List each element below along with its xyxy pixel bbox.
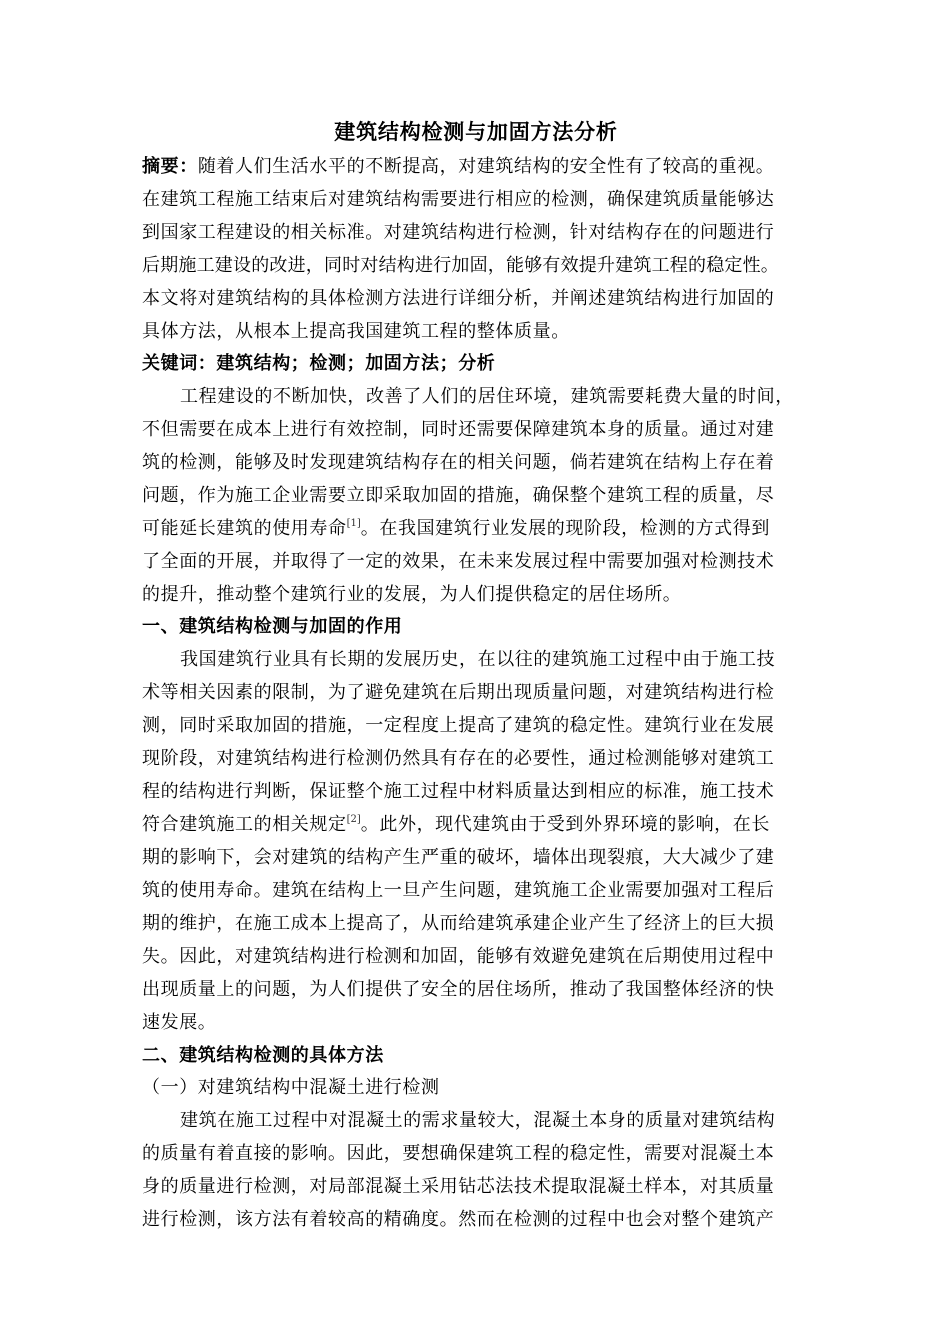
abstract-line: 具体方法，从根本上提高我国建筑工程的整体质量。 xyxy=(142,321,570,342)
section1-line xyxy=(142,813,770,837)
section1-line: 期的维护，在施工成本上提高了，从而给建筑承建企业产生了经济上的巨大损 xyxy=(142,913,775,934)
abstract-line: 在建筑工程施工结束后对建筑结构需要进行相应的检测，确保建筑质量能够达 xyxy=(142,189,775,210)
abstract-line xyxy=(142,155,774,179)
citation-2: [2] xyxy=(346,814,361,825)
intro-line xyxy=(142,517,770,541)
section1-text: 符合建筑施工的相关规定 xyxy=(142,814,347,835)
subsection1-line: 进行检测，该方法有着较高的精确度。然而在检测的过程中也会对整个建筑产 xyxy=(142,1209,775,1230)
intro-line: 的提升，推动整个建筑行业的发展，为人们提供稳定的居住场所。 xyxy=(142,584,682,605)
intro-line: 问题，作为施工企业需要立即采取加固的措施，确保整个建筑工程的质量，尽 xyxy=(142,485,775,506)
intro-text: 。在我国建筑行业发展的现阶段，检测的方式得到 xyxy=(360,518,770,539)
section1-line: 出现质量上的问题，为人们提供了安全的居住场所，推动了我国整体经济的快 xyxy=(142,979,775,1000)
intro-line: 筑的检测，能够及时发现建筑结构存在的相关问题，倘若建筑在结构上存在着 xyxy=(142,452,775,473)
section1-line: 失。因此，对建筑结构进行检测和加固，能够有效避免建筑在后期使用过程中 xyxy=(142,946,775,967)
keywords-line: 关键词：建筑结构；检测；加固方法；分析 xyxy=(142,353,496,374)
subsection-heading-1: （一）对建筑结构中混凝土进行检测 xyxy=(142,1077,440,1098)
section1-line: 程的结构进行判断，保证整个施工过程中材料质量达到相应的标准，施工技术 xyxy=(142,781,775,802)
subsection1-line: 的质量有着直接的影响。因此，要想确保建筑工程的稳定性，需要对混凝土本 xyxy=(142,1143,775,1164)
citation-1: [1] xyxy=(346,518,361,529)
section1-line: 筑的使用寿命。建筑在结构上一旦产生问题，建筑施工企业需要加强对工程后 xyxy=(142,880,775,901)
section1-line: 速发展。 xyxy=(142,1012,217,1033)
abstract-line: 后期施工建设的改进，同时对结构进行加固，能够有效提升建筑工程的稳定性。 xyxy=(142,255,779,276)
section1-line: 期的影响下，会对建筑的结构产生严重的破坏，墙体出现裂痕，大大减少了建 xyxy=(142,847,775,868)
section1-line: 现阶段，对建筑结构进行检测仍然具有存在的必要性，通过检测能够对建筑工 xyxy=(142,748,775,769)
section1-line: 测，同时采取加固的措施，一定程度上提高了建筑的稳定性。建筑行业在发展 xyxy=(142,715,775,736)
abstract-line: 本文将对建筑结构的具体检测方法进行详细分析，并阐述建筑结构进行加固的 xyxy=(142,288,775,309)
subsection1-line: 建筑在施工过程中对混凝土的需求量较大，混凝土本身的质量对建筑结构 xyxy=(180,1110,776,1131)
section-heading-1: 一、建筑结构检测与加固的作用 xyxy=(142,616,403,637)
section1-text: 。此外，现代建筑由于受到外界环境的影响，在长 xyxy=(360,814,770,835)
intro-text: 可能延长建筑的使用寿命 xyxy=(142,518,347,539)
section1-line: 术等相关因素的限制，为了避免建筑在后期出现质量问题，对建筑结构进行检 xyxy=(142,682,775,703)
intro-line: 了全面的开展，并取得了一定的效果，在未来发展过程中需要加强对检测技术 xyxy=(142,551,775,572)
abstract-label: 摘要： xyxy=(142,156,198,177)
intro-line: 工程建设的不断加快，改善了人们的居住环境，建筑需要耗费大量的时间， xyxy=(180,386,794,407)
paper-title: 建筑结构检测与加固方法分析 xyxy=(334,120,618,144)
intro-line: 不但需要在成本上进行有效控制，同时还需要保障建筑本身的质量。通过对建 xyxy=(142,419,775,440)
section1-line: 我国建筑行业具有长期的发展历史，在以往的建筑施工过程中由于施工技 xyxy=(180,649,776,670)
abstract-line: 到国家工程建设的相关标准。对建筑结构进行检测，针对结构存在的问题进行 xyxy=(142,222,775,243)
subsection1-line: 身的质量进行检测，对局部混凝土采用钻芯法技术提取混凝土样本，对其质量 xyxy=(142,1176,775,1197)
abstract-text: 随着人们生活水平的不断提高，对建筑结构的安全性有了较高的重视。 xyxy=(197,156,775,177)
section-heading-2: 二、建筑结构检测的具体方法 xyxy=(142,1045,384,1066)
